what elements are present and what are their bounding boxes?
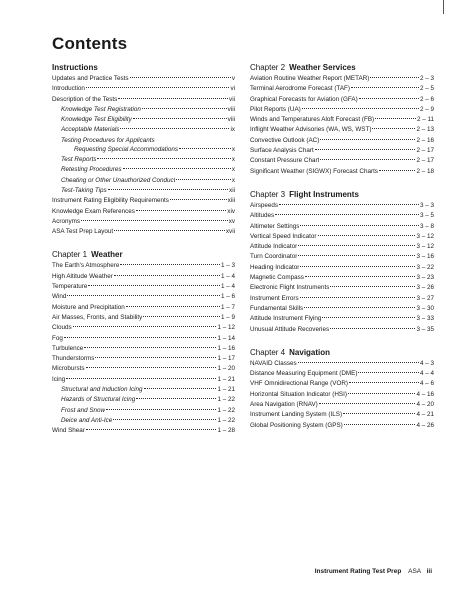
toc-entry[interactable] [250, 273, 434, 283]
section-title: Weather [91, 250, 123, 260]
dot-leader [86, 87, 230, 88]
page-number: v [231, 75, 235, 82]
dot-leader [305, 276, 416, 277]
toc-entry[interactable] [250, 232, 434, 242]
dot-leader [318, 235, 416, 236]
page-number: 2 – 11 [416, 116, 434, 124]
dot-leader [64, 337, 217, 338]
page-number: 1 – 20 [217, 365, 235, 373]
page-number: 1 – 4 [220, 283, 235, 291]
entry-title: Area Navigation (RNAV) [250, 401, 318, 409]
page-number: 1 – 21 [217, 386, 235, 394]
toc-entry[interactable] [250, 263, 434, 273]
entry-title: Microbursts [52, 365, 85, 373]
entry-title: High Altitude Weather [52, 272, 113, 280]
toc-entry[interactable] [52, 364, 235, 374]
page-number: 3 – 26 [416, 284, 434, 292]
page-number: 2 – 18 [416, 167, 434, 175]
dot-leader [320, 139, 415, 140]
page-title: Contents [52, 34, 128, 53]
toc-entry[interactable] [250, 304, 434, 314]
dot-leader [136, 398, 216, 399]
dot-leader [359, 98, 419, 99]
dot-leader [322, 317, 415, 318]
page-number: 1 – 21 [217, 375, 235, 383]
page-number: 4 – 3 [419, 359, 434, 367]
toc-entry[interactable] [250, 95, 434, 105]
entry-title: The Earth's Atmosphere [52, 262, 120, 270]
toc-entry[interactable] [250, 421, 434, 431]
toc-entry[interactable] [52, 323, 235, 333]
footer-book-title: Instrument Rating Test Prep [314, 568, 402, 575]
entry-title: Winds and Temperatures Aloft Forecast (FB) [250, 116, 375, 124]
page-number: 1 – 14 [217, 334, 235, 342]
dot-leader [349, 382, 419, 383]
dot-leader [142, 108, 227, 109]
entry-title: Fog [52, 334, 63, 342]
page-number: x [231, 145, 235, 153]
chapter-number: Chapter 4 [250, 347, 286, 357]
entry-title: Horizontal Situation Indicator (HSI) [250, 390, 347, 398]
entry-title: ASA Test Prep Layout [52, 228, 114, 236]
page-number: 2 – 9 [419, 105, 434, 113]
toc-entry[interactable] [52, 196, 235, 206]
toc-entry[interactable] [52, 84, 235, 94]
toc-entry[interactable] [52, 426, 235, 436]
toc-entry[interactable] [52, 344, 235, 354]
page-number: 2 – 5 [419, 85, 434, 93]
page-number: 3 – 27 [416, 294, 434, 302]
entry-title: Magnetic Compass [250, 274, 304, 282]
entry-title: Test-Taking Tips [61, 186, 107, 194]
entry-title: Constant Pressure Chart [250, 157, 320, 165]
entry-title: Electronic Flight Instruments [250, 284, 330, 292]
entry-title: Air Masses, Fronts, and Stability [52, 313, 143, 321]
toc-entry[interactable] [250, 379, 434, 389]
toc-entry[interactable] [250, 369, 434, 379]
toc-entry[interactable] [52, 334, 235, 344]
section-heading [250, 189, 434, 200]
page-number: 3 – 16 [416, 253, 434, 261]
dot-leader [108, 189, 228, 190]
page-number: x [231, 156, 235, 164]
toc-entry[interactable] [52, 385, 235, 395]
dot-leader [88, 285, 220, 286]
toc-left-column [52, 62, 235, 449]
dot-leader [375, 118, 416, 119]
section-title: Navigation [289, 347, 331, 357]
entry-title: Unusual Attitude Recoveries [250, 325, 330, 333]
toc-entry[interactable] [250, 105, 434, 115]
dot-leader [315, 149, 416, 150]
entry-title: Description of the Tests [52, 95, 118, 103]
dot-leader [67, 295, 220, 296]
toc-entry[interactable] [250, 325, 434, 335]
page-number: 3 – 12 [416, 232, 434, 240]
page-number: xii [229, 186, 235, 194]
page-number: ix [230, 126, 235, 134]
page-number: 2 – 17 [416, 147, 434, 155]
entry-title: Acceptable Materials [61, 126, 120, 134]
dot-leader [330, 286, 415, 287]
entry-title: Fundamental Skills [250, 304, 304, 312]
page-number: viii [227, 105, 235, 113]
page-number: 3 – 33 [416, 315, 434, 323]
section-title: Flight Instruments [289, 189, 359, 199]
entry-title: Temperature [52, 283, 88, 291]
entry-title: Turbulence [52, 344, 84, 352]
page-footer [0, 568, 432, 575]
toc-entry[interactable] [52, 155, 235, 165]
entry-title: NAVAID Classes [250, 359, 297, 367]
section-heading [52, 249, 235, 260]
entry-title: Altitudes [250, 212, 275, 220]
section-heading [52, 62, 235, 73]
page-number: 4 – 6 [419, 380, 434, 388]
toc-entry[interactable] [250, 390, 434, 400]
page-number: 4 – 21 [416, 411, 434, 419]
page-number: xv [228, 217, 235, 225]
page-number: 2 – 16 [416, 136, 434, 144]
entry-title: Heading Indicator [250, 263, 300, 271]
toc-entry[interactable] [250, 146, 434, 156]
dot-leader [86, 429, 217, 430]
dot-leader [86, 367, 217, 368]
toc-entry[interactable] [250, 359, 434, 369]
entry-title: Hazards of Structural Icing [61, 396, 136, 404]
toc-entry[interactable] [250, 294, 434, 304]
entry-title: Terminal Aerodrome Forecast (TAF) [250, 85, 350, 93]
dot-leader [344, 424, 416, 425]
toc-entry[interactable] [250, 252, 434, 262]
page-number: 1 – 12 [217, 324, 235, 332]
dot-leader [170, 199, 227, 200]
toc-entry[interactable] [52, 272, 235, 282]
toc-entry[interactable] [52, 165, 235, 175]
page-number: 1 – 6 [220, 293, 235, 301]
section-heading [250, 347, 434, 358]
toc-entry[interactable] [52, 406, 235, 416]
toc-entry[interactable] [52, 217, 235, 227]
page-number: vi [230, 85, 235, 93]
toc-entry[interactable] [52, 207, 235, 217]
toc-entry[interactable] [250, 400, 434, 410]
toc-entry[interactable] [250, 201, 434, 211]
toc-entry[interactable] [52, 95, 235, 105]
dot-leader [106, 409, 216, 410]
toc-entry[interactable] [52, 416, 235, 426]
page-number: 3 – 35 [416, 325, 434, 333]
toc-entry[interactable] [250, 125, 434, 135]
toc-entry[interactable] [52, 105, 235, 115]
footer-publisher: ASA [408, 568, 421, 575]
dot-leader [298, 255, 415, 256]
section-title: Weather Services [289, 63, 356, 72]
entry-title: Updates and Practice Tests [52, 75, 129, 82]
entry-title: Global Positioning System (GPS) [250, 421, 343, 429]
toc-section [250, 189, 434, 335]
dot-leader [66, 378, 216, 379]
entry-title: Knowledge Test Registration [61, 105, 141, 113]
dot-leader [120, 264, 220, 265]
page-number: viii [227, 116, 235, 124]
toc-entry[interactable] [52, 313, 235, 323]
entry-title: Turn Coordinator [250, 253, 298, 261]
entry-title: Cheating or Other Unauthorized Conduct [61, 176, 176, 184]
entry-title: Knowledge Exam References [52, 207, 135, 215]
entry-title: Requesting Special Accommodations [74, 145, 179, 153]
dot-leader [133, 118, 227, 119]
page-number: xvii [225, 228, 235, 236]
dot-leader [120, 128, 229, 129]
entry-title: Icing [52, 375, 66, 383]
dot-leader [279, 204, 419, 205]
page-number: 3 – 23 [416, 274, 434, 282]
entry-title: Vertical Speed Indicator [250, 232, 317, 240]
page-number: 1 – 22 [217, 406, 235, 414]
dot-leader [300, 297, 416, 298]
entry-title: Aviation Routine Weather Report (METAR) [250, 75, 370, 82]
page-number: 3 – 12 [416, 243, 434, 251]
top-margin-rule [443, 0, 444, 14]
toc-entry[interactable] [250, 74, 434, 84]
entry-title: Significant Weather (SIGWX) Forecast Charts [250, 167, 378, 175]
entry-title: Deice and Anti-Ice [61, 416, 113, 424]
toc-entry[interactable] [250, 242, 434, 252]
entry-title: Graphical Forecasts for Aviation (GFA) [250, 95, 358, 103]
dot-leader [343, 413, 415, 414]
page-number: 4 – 26 [416, 421, 434, 429]
page-number: 1 – 28 [217, 427, 235, 435]
toc-entry[interactable] [52, 136, 235, 145]
entry-title: Structural and Induction Icing [61, 386, 143, 394]
dot-leader [298, 245, 415, 246]
dot-leader [372, 128, 415, 129]
toc-entry[interactable] [52, 292, 235, 302]
page-number: 2 – 17 [416, 157, 434, 165]
toc-entry[interactable] [52, 176, 235, 186]
toc-entry[interactable] [52, 74, 235, 84]
page-number: 1 – 17 [217, 355, 235, 363]
toc-entry[interactable] [250, 167, 434, 177]
chapter-number: Chapter 1 [52, 250, 88, 260]
chapter-number: Chapter 3 [250, 189, 286, 199]
entry-title: Acronyms [52, 217, 80, 225]
dot-leader [302, 108, 419, 109]
page-number: 4 – 4 [419, 370, 434, 378]
toc-entry[interactable] [250, 410, 434, 420]
page-number: 1 – 3 [220, 262, 235, 270]
page-number: 3 – 3 [419, 201, 434, 209]
dot-leader [95, 357, 216, 358]
toc-entry[interactable] [250, 136, 434, 146]
dot-leader [275, 214, 419, 215]
dot-leader [330, 328, 415, 329]
dot-leader [73, 326, 217, 327]
entry-title: Surface Analysis Chart [250, 147, 314, 155]
page-number: 3 – 22 [416, 263, 434, 271]
entry-title: Clouds [52, 324, 72, 332]
toc-entry[interactable] [250, 115, 434, 125]
dot-leader [176, 179, 230, 180]
page-number: 4 – 16 [416, 390, 434, 398]
section-heading [250, 62, 434, 73]
page-number: 1 – 16 [217, 344, 235, 352]
chapter-number: Chapter 2 [250, 63, 286, 72]
entry-title: Altimeter Settings [250, 222, 300, 230]
toc-entry[interactable] [250, 84, 434, 94]
dot-leader [113, 419, 216, 420]
toc-entry[interactable] [52, 375, 235, 385]
entry-title: Knowledge Test Eligibility [61, 116, 132, 124]
page-number: 1 – 9 [220, 313, 235, 321]
entry-title: Moisture and Precipitation [52, 303, 125, 311]
dot-leader [143, 316, 220, 317]
entry-title: Instrument Landing System (ILS) [250, 411, 343, 419]
entry-title: Pilot Reports (UA) [250, 105, 301, 113]
toc-entry[interactable] [250, 283, 434, 293]
dot-leader [358, 372, 419, 373]
entry-title: VHF Omnidirectional Range (VOR) [250, 380, 348, 388]
toc-entry[interactable] [52, 261, 235, 271]
dot-leader [351, 87, 419, 88]
dot-leader [298, 362, 419, 363]
toc-entry[interactable] [52, 115, 235, 125]
toc-entry[interactable] [52, 354, 235, 364]
dot-leader [114, 230, 225, 231]
toc-entry[interactable] [52, 282, 235, 292]
entry-title: Test Reports [61, 156, 97, 164]
page-number: x [231, 166, 235, 174]
entry-title: Instrument Errors [250, 294, 299, 302]
page-number: vii [229, 95, 235, 103]
toc-entry[interactable] [52, 186, 235, 196]
page-number: 1 – 22 [217, 416, 235, 424]
toc-entry[interactable] [250, 211, 434, 221]
dot-leader [114, 275, 220, 276]
entry-title: Thunderstorms [52, 355, 95, 363]
dot-leader [319, 403, 416, 404]
page-number: xiii [227, 197, 235, 205]
entry-title: Introduction [52, 85, 85, 93]
toc-section [52, 249, 235, 436]
dot-leader [300, 266, 415, 267]
dot-leader [130, 77, 231, 78]
page-number: 3 – 8 [419, 222, 434, 230]
entry-title: Retesting Procedures [61, 166, 122, 174]
dot-leader [136, 210, 226, 211]
toc-entry[interactable] [52, 125, 235, 135]
dot-leader [348, 393, 416, 394]
dot-leader [179, 148, 231, 149]
entry-title: Distance Measuring Equipment (DME) [250, 370, 358, 378]
toc-section [250, 347, 434, 431]
dot-leader [118, 98, 228, 99]
page-number: 2 – 3 [419, 75, 434, 82]
entry-title: Wind [52, 293, 67, 301]
footer-page-number: iii [426, 568, 432, 575]
page-number: x [231, 176, 235, 184]
entry-title: Frost and Snow [61, 406, 106, 414]
dot-leader [144, 388, 217, 389]
entry-title: Wind Shear [52, 427, 85, 435]
entry-title: Inflight Weather Advisories (WA, WS, WST) [250, 126, 372, 134]
section-title: Instructions [52, 63, 98, 72]
toc-right-column [250, 62, 434, 443]
dot-leader [370, 77, 419, 78]
entry-title: Convective Outlook (AC) [250, 136, 320, 144]
dot-leader [304, 307, 415, 308]
page-number: 1 – 4 [220, 272, 235, 280]
toc-entry[interactable] [250, 156, 434, 166]
page-number: 3 – 30 [416, 304, 434, 312]
toc-entry[interactable] [52, 303, 235, 313]
toc-entry[interactable] [250, 222, 434, 232]
entry-title: Attitude Indicator [250, 243, 298, 251]
dot-leader [81, 220, 228, 221]
entry-title: Airspeeds [250, 201, 279, 209]
page-number: 1 – 22 [217, 396, 235, 404]
dot-leader [84, 347, 216, 348]
page-number: 1 – 7 [220, 303, 235, 311]
dot-leader [300, 225, 419, 226]
page-number: 3 – 5 [419, 212, 434, 220]
page-number: xiv [227, 207, 235, 215]
dot-leader [320, 159, 415, 160]
toc-entry[interactable] [250, 314, 434, 324]
dot-leader [126, 306, 220, 307]
entry-title: Attitude Instrument Flying [250, 315, 322, 323]
page-number: 2 – 13 [416, 126, 434, 134]
toc-section [52, 62, 235, 237]
entry-title: Testing Procedures for Applicants [61, 136, 155, 144]
toc-entry[interactable] [52, 227, 235, 237]
toc-section [250, 62, 434, 177]
toc-entry[interactable] [52, 395, 235, 405]
entry-title: Instrument Rating Eligibility Requirements [52, 197, 169, 205]
dot-leader [123, 168, 231, 169]
page-number: 4 – 20 [416, 401, 434, 409]
dot-leader [379, 170, 416, 171]
dot-leader [97, 158, 230, 159]
page-number: 2 – 6 [419, 95, 434, 103]
toc-entry[interactable] [52, 145, 235, 155]
